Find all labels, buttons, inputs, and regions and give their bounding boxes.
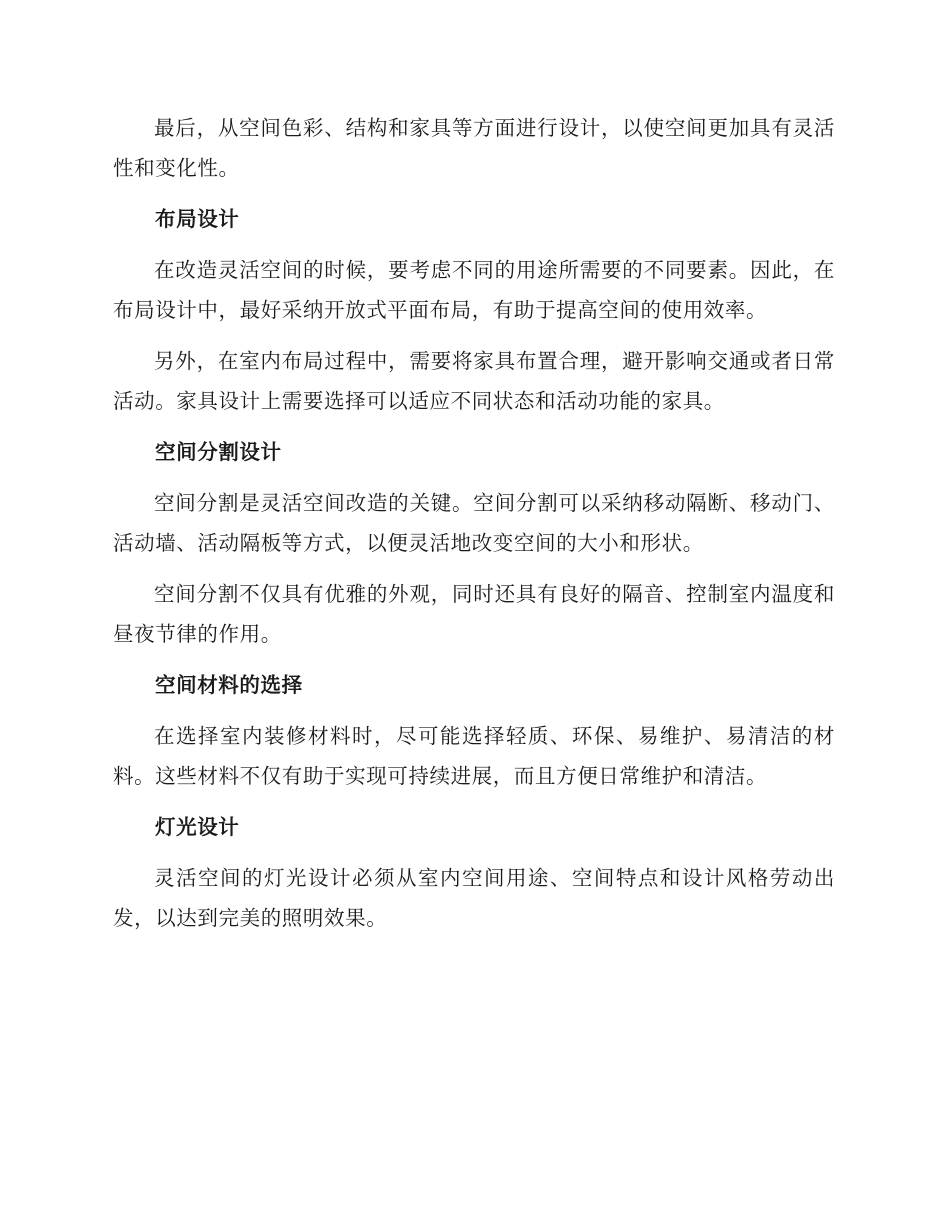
paragraph-division-benefits: 空间分割不仅具有优雅的外观，同时还具有良好的隔音、控制室内温度和昼夜节律的作用。: [113, 582, 835, 646]
paragraph-lighting: 灵活空间的灯光设计必须从室内空间用途、空间特点和设计风格劳动出发，以达到完美的照明效果。: [113, 866, 835, 930]
paragraph-final-design: 最后，从空间色彩、结构和家具等方面进行设计，以使空间更加具有灵活性和变化性。: [113, 116, 835, 180]
heading-layout-design: 布局设计: [155, 207, 240, 231]
heading-material-selection: 空间材料的选择: [155, 673, 303, 697]
heading-space-division: 空间分割设计: [155, 440, 282, 464]
paragraph-layout-open-plan: 在改造灵活空间的时候，要考虑不同的用途所需要的不同要素。因此，在布局设计中，最好采纳开放式平面布局，有助于提高空间的使用效率。: [113, 258, 835, 322]
paragraph-layout-furniture: 另外，在室内布局过程中，需要将家具布置合理，避开影响交通或者日常活动。家具设计上需要选择可以适应不同状态和活动功能的家具。: [113, 349, 835, 413]
paragraph-division-methods: 空间分割是灵活空间改造的关键。空间分割可以采纳移动隔断、移动门、活动墙、活动隔板等方式，以便灵活地改变空间的大小和形状。: [113, 491, 835, 555]
paragraph-materials: 在选择室内装修材料时，尽可能选择轻质、环保、易维护、易清洁的材料。这些材料不仅有助于实现可持续进展，而且方便日常维护和清洁。: [113, 724, 835, 788]
document-page: [113, 108, 835, 949]
heading-lighting-design: 灯光设计: [155, 815, 240, 839]
